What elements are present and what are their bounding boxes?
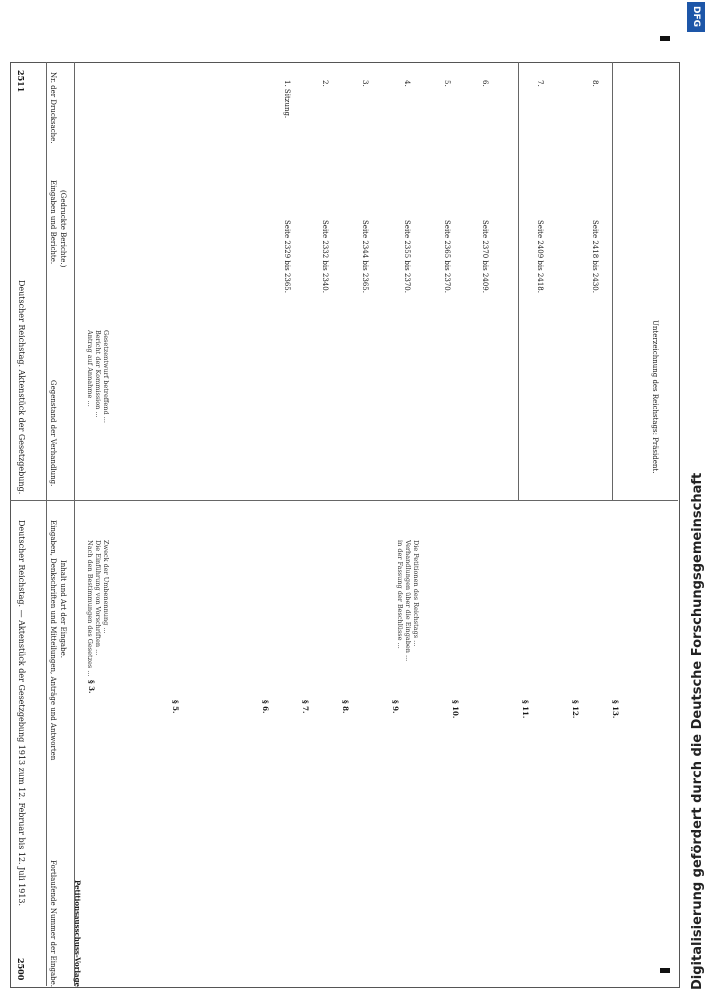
entry-ref: Seite 2365 bis 2370. [443,220,451,293]
entry-num: 7. [536,80,544,87]
page-frame [10,62,680,988]
right-col-b-header: Eingaben und Berichte. [49,180,57,265]
right-col-c-header: Nr. der Drucksache. [49,72,57,144]
entry-ref: Seite 2344 bis 2365. [361,220,369,293]
right-col-a-header: Gegenstand der Verhandlung. [49,380,57,487]
right-col-b-sub: (Gedruckte Berichte.) [59,190,67,268]
section-marker: § 13. [611,700,620,719]
entry-num: 6. [481,80,489,87]
body-text: Die Petitionen des Reichstags ... Verhandlungen über die Eingaben ... in der Fassung der Beschlüsse ... [396,540,420,662]
section-marker: § 5. [171,700,180,714]
entry-num: 8. [591,80,599,87]
registration-mark [660,36,670,41]
first-entry-label: Petitionsausschuss-Vorlage [73,880,82,987]
footer-note: Unterzeichnung des Reichstags: Präsident. [651,320,659,474]
body-text: Zweck der Umbenennung ... Die Einführung von Vorschriften ... Nach den Bestimmungen des Gesetzes ... [86,540,110,677]
section-marker: § 9. [391,700,400,714]
column-rule [46,500,47,986]
section-marker: § 8. [341,700,350,714]
section-marker: § 7. [301,700,310,714]
entry-ref: Seite 2418 bis 2430. [591,220,599,293]
right-side-title: Deutscher Reichstag. Aktenstück der Gesetzgebung. [17,280,26,495]
entry-ref: Seite 2355 bis 2370. [403,220,411,293]
entry-num: 1. Sitzung. [283,80,291,119]
column-rule [74,62,75,500]
section-marker: § 12. [571,700,580,719]
entry-num: 2. [321,80,329,87]
entry-num: 4. [403,80,411,87]
section-marker: § 3. [87,680,96,694]
page-number-left: 2500 [16,958,26,981]
section-marker: § 11. [521,700,530,719]
entry-num: 5. [443,80,451,87]
entry-ref: Seite 2409 bis 2418. [536,220,544,293]
dfg-logo: DFG [687,2,705,32]
registration-mark [660,968,670,973]
section-marker: § 10. [451,700,460,719]
running-title: Deutscher Reichstag. — Aktenstück der Gesetzgebung 1913 zum 12. Februar bis 12. Juli 1913. [17,520,26,907]
entry-ref: Seite 2329 bis 2365. [283,220,291,293]
entry-num: 3. [361,80,369,87]
column-rule [46,62,47,500]
left-col2-sub: Inhalt und Art der Eingabe. [59,560,67,658]
left-col2-header: Eingaben, Denkschriften und Mitteilungen, Anträge und Antworten [49,520,57,761]
page-number-right: 2511 [16,70,26,93]
body-text: Gesetzentwurf betreffend ... Bericht der Kommission ... Antrag auf Annahme ... [86,330,110,423]
column-rule [612,62,613,500]
entry-ref: Seite 2332 bis 2340. [321,220,329,293]
column-rule [518,62,519,500]
page-divider [10,500,678,501]
left-col1-header: Fortlaufende Nummer der Eingabe. [49,860,57,988]
dfg-banner-text: Digitalisierung gefördert durch die Deutsche Forschungsgemeinschaft [690,472,705,990]
section-marker: § 6. [261,700,270,714]
entry-ref: Seite 2370 bis 2409. [481,220,489,293]
